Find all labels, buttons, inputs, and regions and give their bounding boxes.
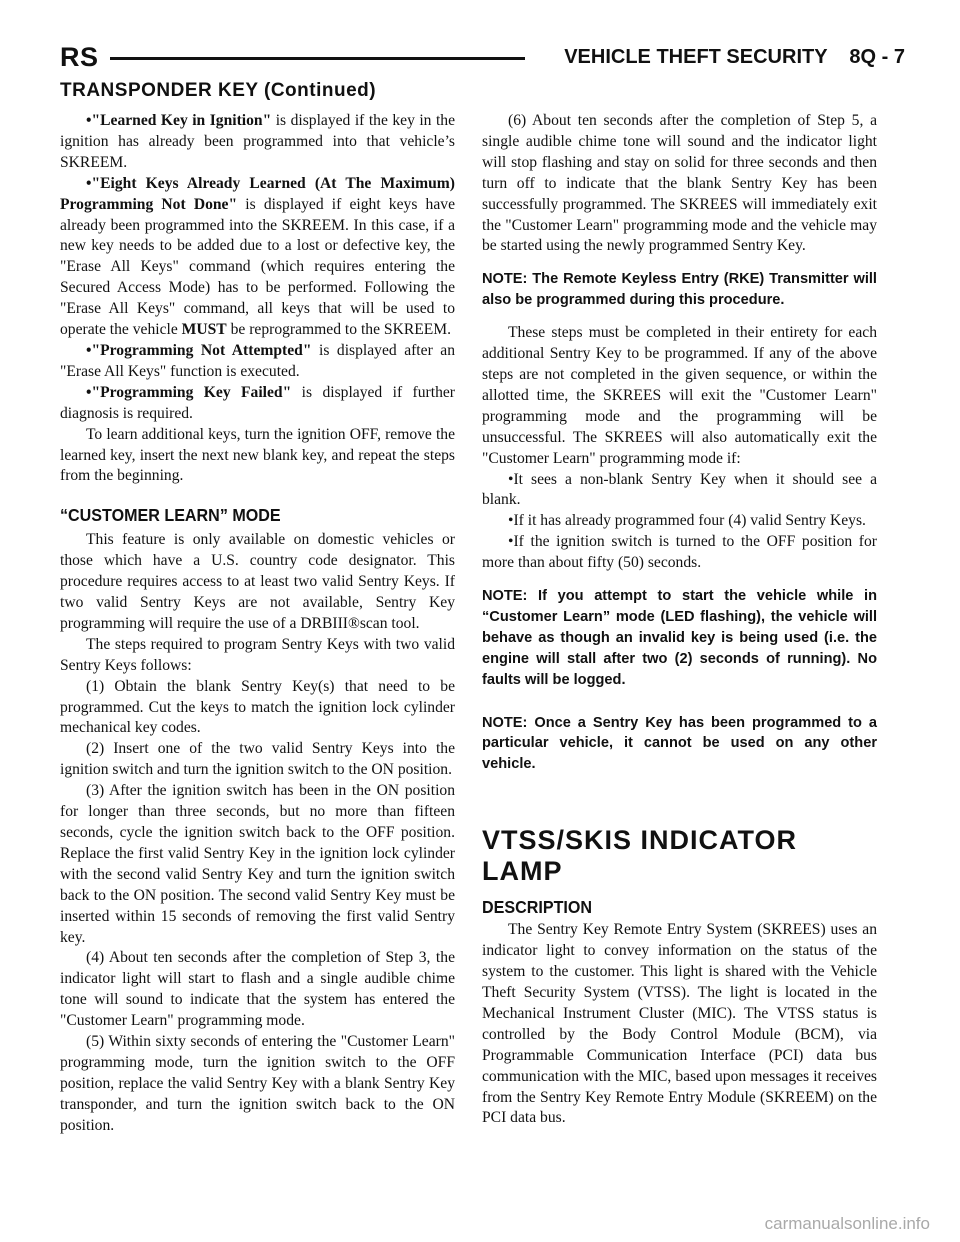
paragraph: This feature is only available on domestic vehicles or those which have a U.S. country code designator. This procedure requires access to at least two valid Sentry Keys. If two valid Sentry Keys are not available, Sentry Key programming will require the use of a DRBIII®scan tool. [60, 531, 455, 632]
paragraph: The Sentry Key Remote Entry System (SKREES) uses an indicator light to convey information on the status of the system to the customer. This light is shared with the Vehicle Theft Security System (VTSS). The light is located in the Mechanical Instrument Cluster (MIC). The VTSS status is controlled by the Body Control Module (BCM), via Programmable Communication Interface (PCI) data bus communication with the MIC, based upon messages it receives from the Sentry Key Remote Entry Module (SKREEM) on the PCI data bus. [482, 921, 877, 1127]
left-column [60, 111, 455, 1137]
section-heading: “CUSTOMER LEARN” MODE [60, 505, 281, 526]
paragraph: To learn additional keys, turn the ignition OFF, remove the learned key, insert the next new blank key, and repeat the steps from the beginning. [60, 425, 455, 485]
page-header [60, 42, 905, 78]
bullet-item: •If the ignition switch is turned to the OFF position for more than about fifty (50) seconds. [482, 533, 877, 572]
header-rule [110, 57, 525, 60]
paragraph: •"Eight Keys Already Learned (At The Maximum) Programming Not Done" is displayed if eight keys have already been programmed into the SKREEM. In this case, if a new key needs to be added due to a lost or defective key, the "Erase All Keys" command (which requires entering the Secured Access Mode) has to be performed. Following the "Erase All Keys" command, all keys that will be used to operate the vehicle MUST be reprogrammed to the SKREEM. [60, 174, 455, 339]
step: (2) Insert one of the two valid Sentry Keys into the ignition switch and turn the ignition switch to the ON position. [60, 740, 455, 779]
header-chapter-page: VEHICLE THEFT SECURITY 8Q - 7 [564, 46, 905, 68]
bullet-item: •It sees a non-blank Sentry Key when it should see a blank. [482, 470, 877, 509]
watermark: carmanualsonline.info [764, 1214, 930, 1233]
bullet-item: •If it has already programmed four (4) valid Sentry Keys. [508, 512, 866, 530]
step: (4) About ten seconds after the completion of Step 3, the indicator light will start to flash and a single audible chime tone will sound to indicate that the system has entered the "Customer Learn" programming mode. [60, 949, 455, 1030]
paragraph: The steps required to program Sentry Keys with two valid Sentry Keys follows: [60, 635, 455, 674]
step: (6) About ten seconds after the completion of Step 5, a single audible chime tone will sound and the indicator light will stop flashing and stay on solid for three seconds and then turn off to indicate that the blank Sentry Key has been successfully programmed. The SKREES will immediately exit the "Customer Learn" programming mode and the vehicle may be started using the newly programmed Sentry Key. [482, 112, 877, 255]
step: (5) Within sixty seconds of entering the "Customer Learn" programming mode, turn the ignition switch to the OFF position, replace the valid Sentry Key with a blank Sentry Key transponder, and turn the ignition switch back to the ON position. [60, 1033, 455, 1134]
paragraph: •"Programming Not Attempted" is displayed after an "Erase All Keys" function is executed. [60, 341, 455, 380]
step: (3) After the ignition switch has been in the ON position for longer than three seconds, but no more than fifteen seconds, cycle the ignition switch back to the OFF position. Replace the first valid Sentry Key in the ignition lock cylinder with the second valid Sentry Key and turn the ignition switch back to the ON position. The second valid Sentry Key must be inserted within 15 seconds of removing the first valid Sentry key. [60, 782, 455, 946]
description-heading: DESCRIPTION [482, 897, 593, 918]
note: NOTE: The Remote Keyless Entry (RKE) Transmitter will also be programmed during this procedure. [482, 271, 877, 309]
paragraph: •"Learned Key in Ignition" is displayed if the key in the ignition has already been programmed into that vehicle’s SKREEM. [60, 112, 455, 171]
paragraph: These steps must be completed in their entirety for each additional Sentry Key to be programmed. If any of the above steps are not completed in the given sequence, or within the allotted time, the SKREES will exit the "Customer Learn" programming mode and the programming will be unsuccessful. The SKREES will also automatically exit the "Customer Learn" programming mode if: [482, 324, 877, 467]
note: NOTE: Once a Sentry Key has been programmed to a particular vehicle, it cannot be used on any other vehicle. [482, 714, 877, 773]
major-heading: VTSS/SKIS INDICATOR LAMP [482, 825, 798, 887]
continued-heading: TRANSPONDER KEY (Continued) [60, 80, 377, 101]
step: (1) Obtain the blank Sentry Key(s) that need to be programmed. Cut the keys to match the ignition lock cylinder mechanical key codes. [60, 677, 455, 737]
note: NOTE: If you attempt to start the vehicle while in “Customer Learn” mode (LED flashing), the vehicle will behave as though an invalid key is being used (i.e. the engine will stall after two (2) seconds of running). No faults will be logged. [482, 588, 877, 688]
right-column [482, 111, 877, 1129]
header-section-code: RS [60, 42, 99, 72]
paragraph: •"Programming Key Failed" is displayed if further diagnosis is required. [60, 383, 455, 422]
